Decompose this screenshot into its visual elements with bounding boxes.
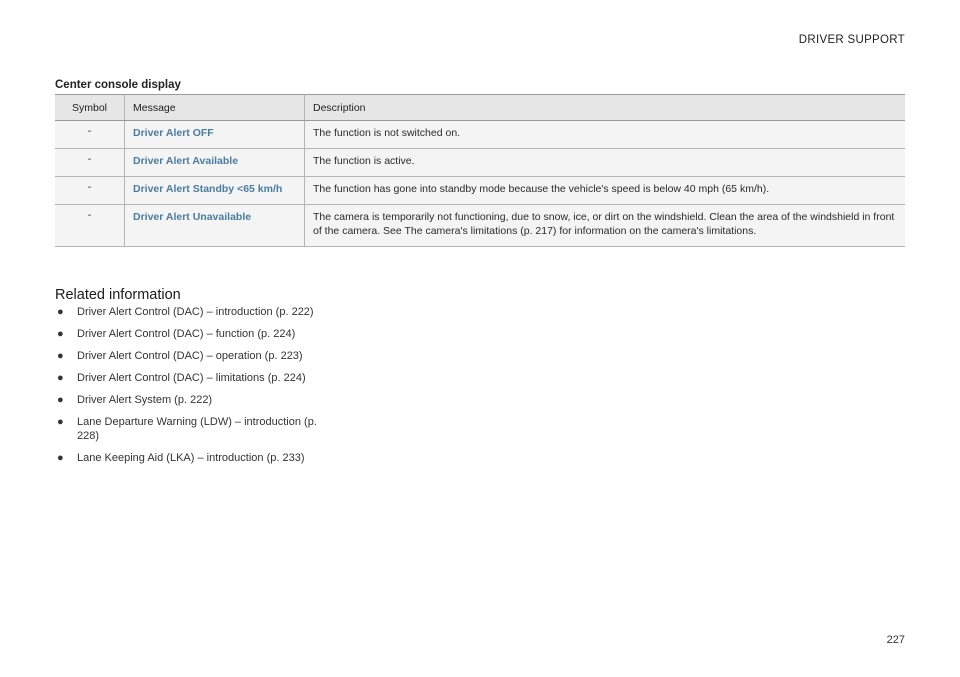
bullet-icon: ● (57, 394, 64, 406)
section-heading: Center console display (55, 79, 181, 91)
related-link[interactable]: Driver Alert Control (DAC) – function (p. 224) (77, 328, 296, 340)
related-link[interactable]: Driver Alert System (p. 222) (77, 394, 213, 406)
table-row (55, 205, 905, 247)
symbol-cell: - (55, 177, 125, 205)
table-header-row (55, 95, 905, 121)
description-cell: The function has gone into standby mode because the vehicle's speed is below 40 mph (65 km/h). (305, 177, 906, 205)
messages-table (55, 94, 905, 247)
related-information-list (55, 305, 325, 473)
bullet-icon: ● (57, 416, 64, 428)
related-link[interactable]: Lane Departure Warning (LDW) – introduction (p. 228) (77, 416, 317, 442)
column-header-description: Description (305, 95, 906, 121)
symbol-cell: - (55, 121, 125, 149)
list-item[interactable] (55, 327, 325, 341)
related-link[interactable]: Driver Alert Control (DAC) – introduction (p. 222) (77, 306, 314, 318)
message-cell: Driver Alert Available (125, 149, 305, 177)
page-header-section: DRIVER SUPPORT (798, 34, 905, 46)
column-header-message: Message (125, 95, 305, 121)
related-link[interactable]: Driver Alert Control (DAC) – operation (p. 223) (77, 350, 303, 362)
table-row (55, 149, 905, 177)
bullet-icon: ● (57, 328, 64, 340)
message-cell: Driver Alert OFF (125, 121, 305, 149)
list-item[interactable] (55, 393, 325, 407)
bullet-icon: ● (57, 306, 64, 318)
symbol-cell: - (55, 205, 125, 247)
bullet-icon: ● (57, 452, 64, 464)
table-row (55, 121, 905, 149)
list-item[interactable] (55, 305, 325, 319)
description-cell: The function is not switched on. (305, 121, 906, 149)
column-header-symbol: Symbol (55, 95, 125, 121)
bullet-icon: ● (57, 372, 64, 384)
list-item[interactable] (55, 415, 325, 443)
list-item[interactable] (55, 371, 325, 385)
list-item[interactable] (55, 451, 325, 465)
description-cell: The camera is temporarily not functioning, due to snow, ice, or dirt on the windshield. Clean the area of the windshield in front of the camera. See The camera's limitations (p. 217) for information on the camera's limitations. (305, 205, 906, 247)
symbol-cell: - (55, 149, 125, 177)
page-number: 227 (886, 634, 905, 646)
list-item[interactable] (55, 349, 325, 363)
table-row (55, 177, 905, 205)
related-link[interactable]: Lane Keeping Aid (LKA) – introduction (p. 233) (77, 452, 305, 464)
message-cell: Driver Alert Standby <65 km/h (125, 177, 305, 205)
message-cell: Driver Alert Unavailable (125, 205, 305, 247)
description-cell: The function is active. (305, 149, 906, 177)
bullet-icon: ● (57, 350, 64, 362)
related-link[interactable]: Driver Alert Control (DAC) – limitations (p. 224) (77, 372, 306, 384)
related-information-heading: Related information (55, 287, 181, 303)
